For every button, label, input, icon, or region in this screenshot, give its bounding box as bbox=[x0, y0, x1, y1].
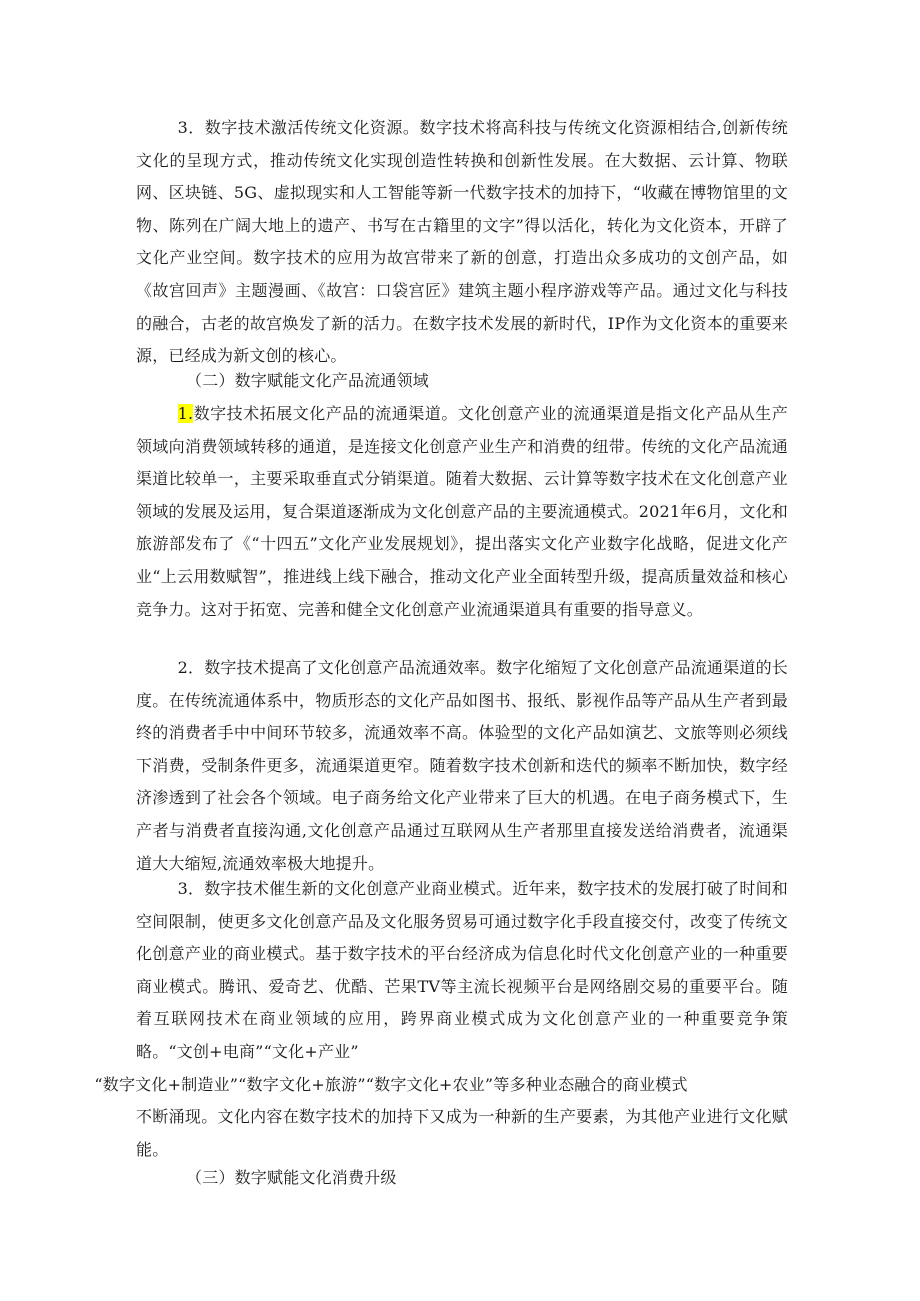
paragraph-digital-tech-activates-traditional-culture: 3．数字技术激活传统文化资源。数字技术将高科技与传统文化资源相结合,创新传统文化的呈现方式，推动传统文化实现创造性转换和创新性发展。在大数据、云计算、物联网、区块链、5G、虚拟现实和人工智能等新一代数字技术的加持下，“收藏在博物馆里的文物、陈列在广阔大地上的遗产、书写在古籍里的文字”得以活化，转化为文化资本，开辟了文化产业空间。数字技术的应用为故宫带来了新的创意，打造出众多成功的文创产品，如《故宫回声》主题漫画、《故宫：口袋宫匠》建筑主题小程序游戏等产品。通过文化与科技的融合，古老的故宫焕发了新的活力。在数字技术发展的新时代，IP作为文化资本的重要来源，已经成为新文创的核心。 bbox=[136, 118, 788, 366]
paragraph-new-business-models-part1: 3．数字技术催生新的文化创意产业商业模式。近年来，数字技术的发展打破了时间和空间限制，使更多文化创意产品及文化服务贸易可通过数字化手段直接交付，改变了传统文化创意产业的商业模式。基于数字技术的平台经济成为信息化时代文化创意产业的一种重要商业模式。腾讯、爱奇艺、优酷、芒果TV等主流长视频平台是网络剧交易的重要平台。随着互联网技术在商业领域的应用，跨界商业模式成为文化创意产业的一种重要竞争策略。“文创+电商”“文化+产业” bbox=[136, 879, 788, 1061]
paragraph-new-business-models-line: “数字文化+制造业”“数字文化+旅游”“数字文化+农业”等多种业态融合的商业模式 bbox=[94, 1074, 688, 1094]
paragraph-new-business-models bbox=[94, 873, 788, 1166]
paragraph-new-business-models-part2: 不断涌现。文化内容在数字技术的加持下又成为一种新的生产要素，为其他产业进行文化赋能。 bbox=[136, 1107, 788, 1159]
paragraph-circulation-efficiency: 2．数字技术提高了文化创意产品流通效率。数字化缩短了文化创意产品流通渠道的长度。在传统流通体系中，物质形态的文化产品如图书、报纸、影视作品等产品从生产者到最终的消费者手中中间环节较多，流通效率不高。体验型的文化产品如演艺、文旅等则必须线下消费，受制条件更多，流通渠道更窄。随着数字技术创新和迭代的频率不断加快，数字经济渗透到了社会各个领域。电子商务给文化产业带来了巨大的机遇。在电子商务模式下，生产者与消费者直接沟通,文化创意产品通过互联网从生产者那里直接发送给消费者，流通渠道大大缩短,流通效率极大地提升。 bbox=[136, 658, 788, 873]
section-heading-circulation: （二）数字赋能文化产品流通领域 bbox=[186, 371, 430, 390]
paragraph-circulation-channels-text: 数字技术拓展文化产品的流通渠道。文化创意产业的流通渠道是指文化产品从生产领域向消费领域转移的通道，是连接文化创意产业生产和消费的纽带。传统的文化产品流通渠道比较单一，主要采取垂直式分销渠道。随着大数据、云计算等数字技术在文化创意产业领域的发展及运用，复合渠道逐渐成为文化创意产品的主要流通模式。2021年6月，文化和旅游部发布了《“十四五”文化产业发展规划》，提出落实文化产业数字化战略，促进文化产业“上云用数赋智”，推进线上线下融合，推动文化产业全面转型升级，提高质量效益和核心竞争力。这对于拓宽、完善和健全文化创意产业流通渠道具有重要的指导意义。 bbox=[136, 404, 788, 619]
paragraph-circulation-channels bbox=[136, 398, 788, 626]
highlighted-list-marker: 1. bbox=[177, 404, 194, 423]
section-heading-consumption: （三）数字赋能文化消费升级 bbox=[186, 1168, 397, 1187]
